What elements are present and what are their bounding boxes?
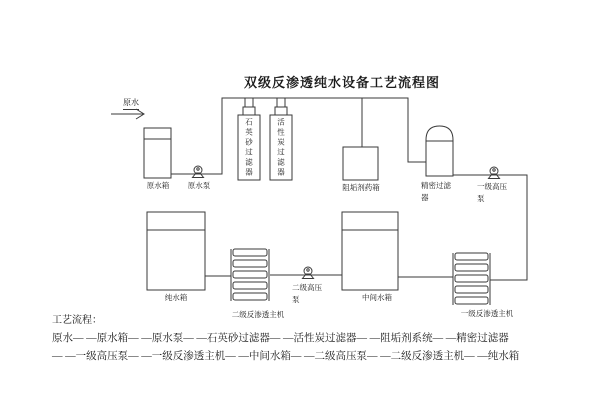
stage2-hp-pump-icon <box>303 267 314 279</box>
pure-water-tank-label: 纯水箱 <box>164 293 188 302</box>
intermediate-tank-shape <box>342 212 398 290</box>
activated-carbon-filter-label: 活性炭过滤器 <box>276 118 286 178</box>
stage1-ro-unit-label: 一级反渗透主机 <box>460 309 514 318</box>
stage2-ro-unit-shape <box>231 249 269 301</box>
raw-water-tank-shape <box>144 128 171 178</box>
quartz-sand-filter-label: 石英砂过滤器 <box>244 118 254 178</box>
precision-filter-label: 精密过滤器 <box>421 181 451 202</box>
page-title: 双级反渗透纯水设备工艺流程图 <box>243 75 440 90</box>
stage1-hp-pump-label: 一级高压泵 <box>477 182 507 203</box>
process-flow-line1: 原水— —原水箱— —原水泵— —石英砂过滤器— —活性炭过滤器— —阻垢剂系统— —精密过滤器 <box>52 333 509 344</box>
stage1-hp-pump-icon <box>489 167 500 179</box>
raw-water-pump-icon <box>193 166 204 178</box>
antiscalant-tank-shape <box>343 147 378 180</box>
intermediate-tank-label: 中间水箱 <box>362 293 392 302</box>
raw-water-label: 原水 <box>123 97 139 110</box>
stage2-hp-pump-label: 二级高压泵 <box>292 283 322 304</box>
pure-water-tank-shape <box>147 212 205 290</box>
process-flow-heading: 工艺流程： <box>52 315 102 326</box>
stage2-ro-unit-label: 二级反渗透主机 <box>231 310 285 319</box>
stage1-ro-unit-shape <box>453 253 490 305</box>
antiscalant-tank-label: 阻垢剂药箱 <box>342 183 380 192</box>
raw-water-pump-label: 原水泵 <box>187 181 211 190</box>
process-flow-line2: — —一级高压泵— —一级反渗透主机— —中间水箱— —二级高压泵— —二级反渗透主机— —纯水箱 <box>52 351 520 362</box>
raw-water-tank-label: 原水箱 <box>146 181 170 190</box>
raw-water-arrow-icon <box>111 109 144 119</box>
precision-filter-shape <box>426 126 453 176</box>
